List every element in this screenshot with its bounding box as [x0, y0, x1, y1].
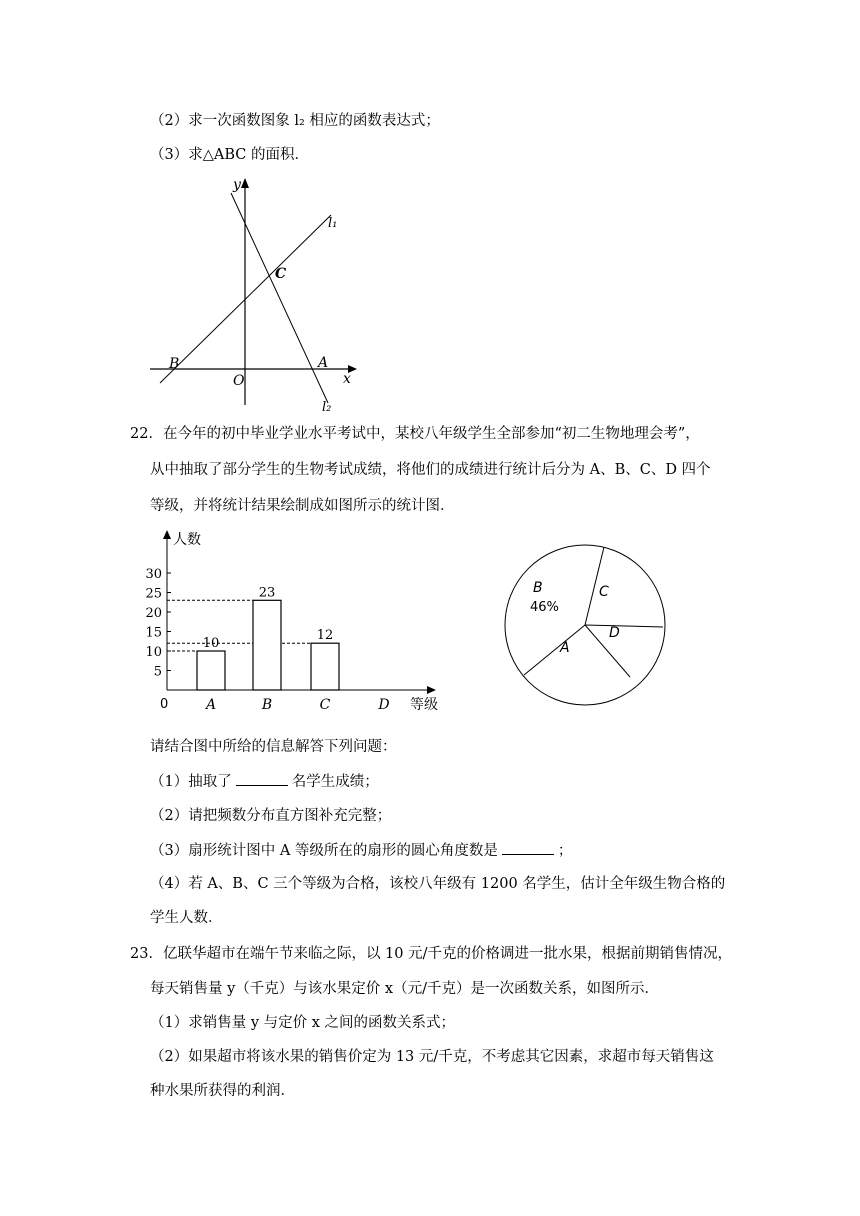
y-tick-label-5: 5 — [153, 664, 162, 680]
bar-B — [253, 600, 281, 690]
bar-value-label-C: 12 — [316, 628, 334, 644]
q21-part3: （3）求△ABC 的面积． — [150, 147, 309, 163]
bar-y-axis-arrow — [163, 530, 171, 539]
pie-label-a: A — [560, 640, 570, 656]
l2-label: l₂ — [322, 400, 332, 415]
point-c-label: C — [275, 266, 287, 282]
x-axis-label: x — [343, 371, 351, 387]
bar-y-title: 人数 — [173, 532, 201, 548]
y-tick-label-10: 10 — [145, 645, 162, 660]
bar-A — [197, 651, 225, 690]
point-a-label: A — [318, 355, 329, 371]
q22-line2: 从中抽取了部分学生的生物考试成绩，将他们的成绩进行统计后分为 A、B、C、D 四个 — [150, 462, 711, 478]
bar-C — [311, 643, 339, 690]
category-label-A: A — [205, 697, 217, 713]
answer-blank-2[interactable] — [502, 840, 554, 855]
q22-part2: （2）请把频数分布直方图补充完整； — [150, 808, 392, 824]
y-tick-label-15: 15 — [145, 625, 162, 641]
l1-label: l₁ — [328, 216, 338, 231]
bar-origin-label: 0 — [160, 697, 169, 712]
q22-line1: 22．在今年的初中毕业学业水平考试中，某校八年级学生全部参加“初二生物地理会考”， — [130, 426, 700, 442]
category-label-C: C — [319, 697, 331, 713]
answer-blank-1[interactable] — [236, 771, 288, 786]
y-axis-label: y — [233, 177, 241, 193]
category-label-D: D — [378, 697, 390, 713]
q22-part3-suffix: ； — [557, 843, 573, 859]
pie-chart — [500, 540, 670, 710]
y-tick-label-20: 20 — [145, 606, 162, 621]
q23-line2: 每天销售量 y（千克）与该水果定价 x（元/千克）是一次函数关系，如图所示． — [150, 981, 659, 997]
q23-part1: （1）求销售量 y 与定价 x 之间的函数关系式； — [150, 1015, 456, 1031]
pie-label-c: C — [599, 584, 609, 600]
q21-part2: （2）求一次函数图象 l₂ 相应的函数表达式； — [150, 113, 440, 129]
q22-part1 — [150, 771, 379, 792]
bar-chart — [140, 526, 440, 716]
q22-part4a: （4）若 A、B、C 三个等级为合格，该校八年级有 1200 名学生，估计全年级生物合格的 — [150, 876, 726, 892]
q22-line3: 等级，并将统计结果绘制成如图所示的统计图． — [150, 498, 455, 514]
y-tick-label-25: 25 — [145, 586, 162, 602]
origin-label: O — [233, 373, 245, 389]
point-b-label: B — [169, 356, 180, 372]
q23-part2b: 种水果所获得的利润． — [150, 1083, 295, 1099]
bar-value-label-B: 23 — [258, 585, 276, 601]
q22-ask: 请结合图中所给的信息解答下列问题： — [150, 739, 397, 755]
q21-line-graph — [145, 175, 385, 415]
pie-percent-b: 46% — [530, 600, 559, 615]
q22-part1-suffix: 名学生成绩； — [291, 774, 379, 790]
q22-part3 — [150, 840, 572, 861]
pie-label-d: D — [609, 625, 620, 641]
q22-part4b: 学生人数． — [150, 910, 223, 926]
category-label-B: B — [261, 697, 273, 713]
bar-value-label-A: 10 — [202, 636, 220, 651]
q22-part3-prefix: （3）扇形统计图中 A 等级所在的扇形的圆心角度数是 — [150, 843, 498, 859]
y-tick-label-30: 30 — [145, 567, 162, 582]
q23-part2: （2）如果超市将该水果的销售价定为 13 元/千克，不考虑其它因素，求超市每天销售这 — [150, 1049, 714, 1065]
q22-part1-prefix: （1）抽取了 — [150, 774, 232, 790]
bar-x-axis-arrow — [427, 686, 436, 694]
pie-label-b: B — [533, 580, 543, 596]
q23-line1: 23．亿联华超市在端午节来临之际，以 10 元/千克的价格调进一批水果，根据前期销售情况， — [130, 946, 733, 962]
y-axis-arrow — [241, 178, 249, 188]
bar-x-title: 等级 — [410, 697, 438, 713]
